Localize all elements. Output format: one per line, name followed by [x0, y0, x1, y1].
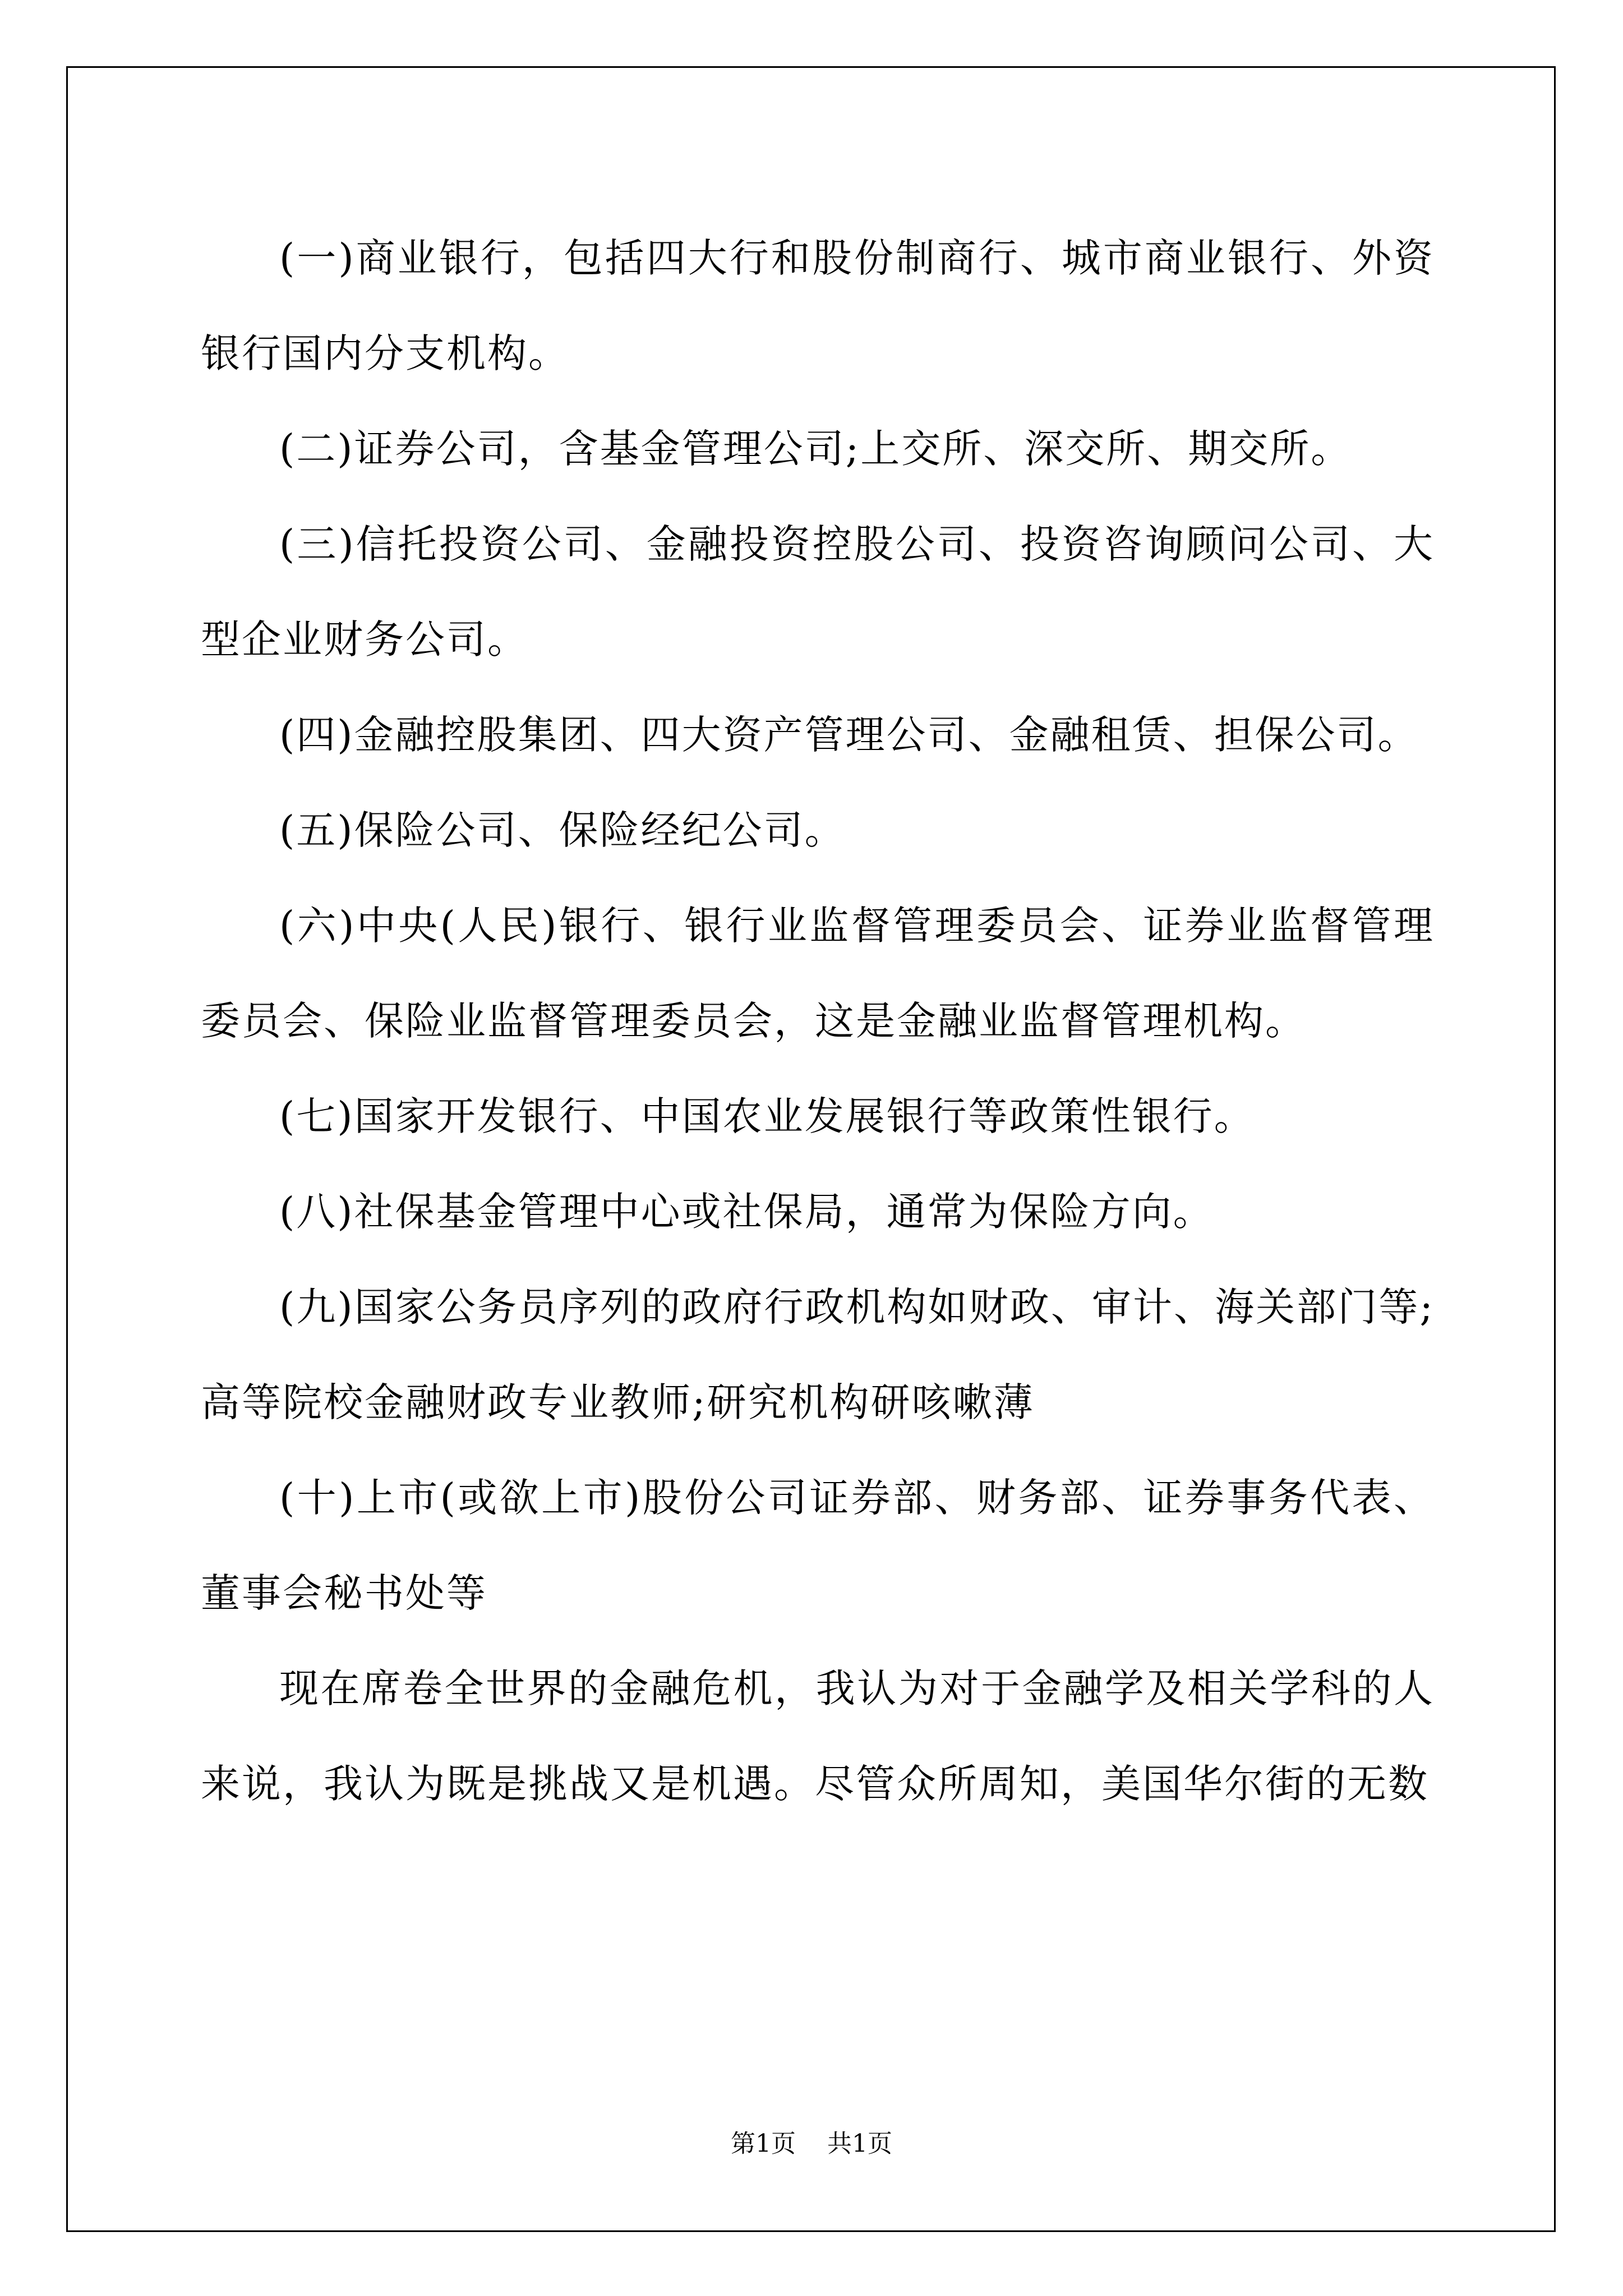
page-number-total: 共1页: [827, 2129, 892, 2158]
paragraph-4: (四)金融控股集团、四大资产管理公司、金融租赁、担保公司。: [279, 712, 1419, 758]
paragraph-11: 现在席卷全世界的金融危机，我认为对于金融学及相关学科的人来说，我认为既是挑战又是机遇。尽管众所周知，美国华尔街的无数: [201, 1665, 1435, 1807]
paragraph-2: (二)证券公司，含基金管理公司;上交所、深交所、期交所。: [279, 426, 1352, 472]
paragraph-6: (六)中央(人民)银行、银行业监督管理委员会、证券业监督管理委员会、保险业监督管理委员会，这是金融业监督管理机构。: [201, 903, 1435, 1044]
paragraph-1: (一)商业银行，包括四大行和股份制商行、城市商业银行、外资银行国内分支机构。: [201, 235, 1435, 376]
document-body: [201, 210, 1435, 1832]
paragraph-10: (十)上市(或欲上市)股份公司证券部、财务部、证券事务代表、董事会秘书处等: [201, 1475, 1435, 1616]
page-number-current: 第1页: [731, 2129, 796, 2158]
paragraph-8: (八)社保基金管理中心或社保局，通常为保险方向。: [279, 1189, 1214, 1235]
paragraph-5: (五)保险公司、保险经纪公司。: [279, 807, 846, 853]
paragraph-7: (七)国家开发银行、中国农业发展银行等政策性银行。: [279, 1093, 1255, 1139]
paragraph-9: (九)国家公务员序列的政府行政机构如财政、审计、海关部门等;高等院校金融财政专业教师;研究机构研咳嗽薄: [201, 1284, 1435, 1425]
page-footer: [0, 2123, 1623, 2159]
paragraph-3: (三)信托投资公司、金融投资控股公司、投资咨询顾问公司、大型企业财务公司。: [201, 521, 1435, 662]
